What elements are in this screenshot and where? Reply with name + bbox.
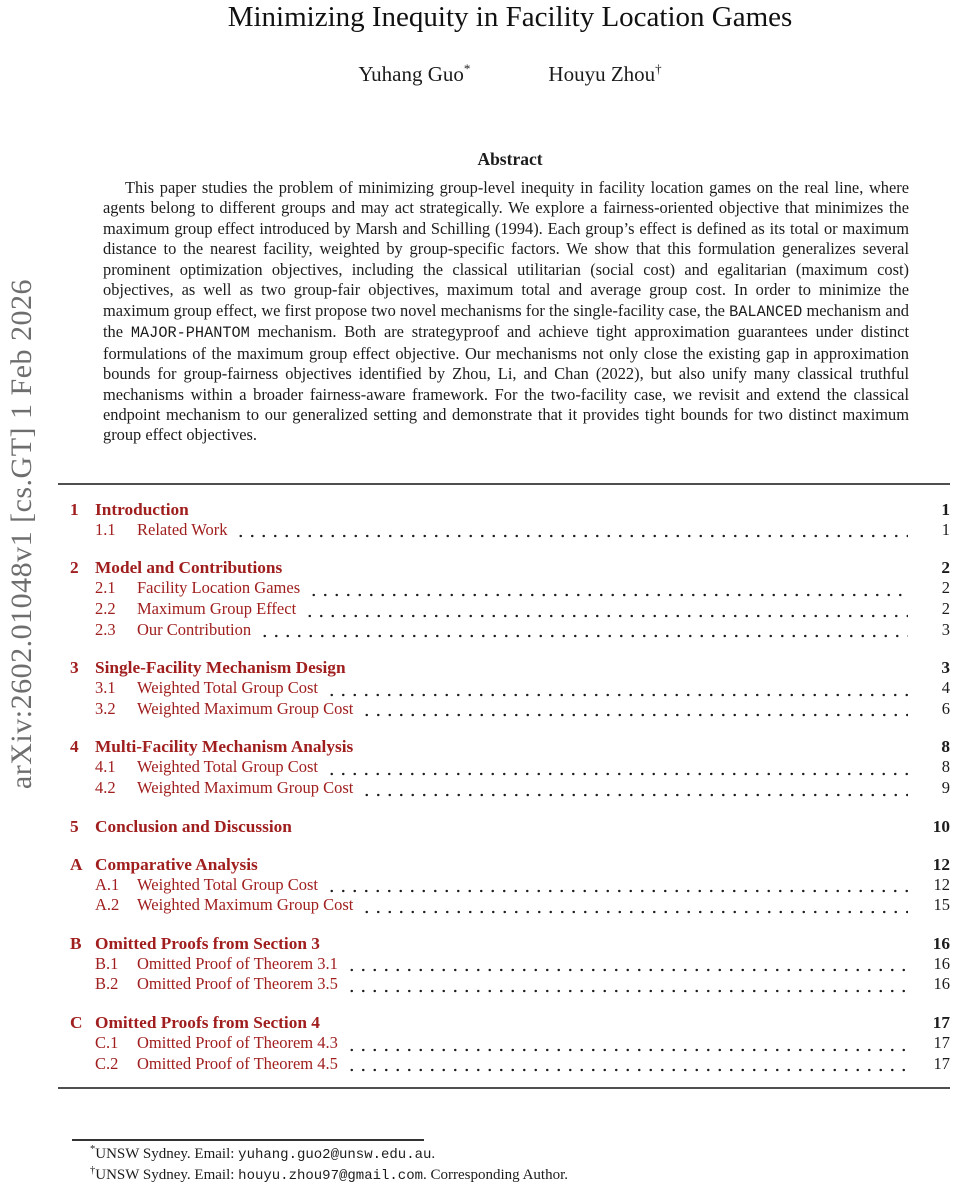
abstract-segment: mechanism and the [103,300,909,342]
toc-entry-subsection[interactable] [95,974,950,995]
toc-entry-subsection[interactable] [95,1033,950,1054]
toc-dot-leader [346,979,908,993]
toc-subsection-title: Facility Location Games [137,578,301,598]
toc-subsection-page: 1 [941,519,950,539]
footnote-email: houyu.zhou97@gmail.com [238,1167,424,1184]
author-name: Yuhang Guo [358,62,464,86]
author-footnote-mark: * [463,61,471,76]
toc-dot-leader [259,624,908,638]
toc-subsection-number: 2.3 [95,619,116,639]
toc-subsection-title: Weighted Maximum Group Cost [137,778,354,798]
footnote-list [70,1144,950,1186]
toc-section-page: 10 [932,816,950,836]
toc-subsection-page: 9 [941,778,950,798]
toc-subsection-number: 4.1 [95,757,116,777]
toc-dot-leader [346,958,908,972]
toc-entry-subsection[interactable] [95,578,950,599]
toc-subsection-number: 3.1 [95,678,116,698]
toc-subsection-title: Omitted Proof of Theorem 3.1 [137,953,338,973]
toc-dot-leader [235,524,908,538]
toc-subsection-title: Our Contribution [137,619,252,639]
toc-subsection-page: 4 [941,678,950,698]
toc-subsection-number: 4.2 [95,778,116,798]
toc-entry-subsection[interactable] [95,620,950,641]
toc-section-number: 4 [70,737,79,757]
toc-subsection-title: Weighted Total Group Cost [137,757,318,777]
toc-dot-leader [361,783,908,797]
toc-entry-section[interactable] [70,657,950,678]
toc-dot-leader [304,604,908,618]
toc-subsection-page: 2 [941,599,950,619]
toc-section-title: Comparative Analysis [95,854,258,874]
toc-section-page: 3 [941,658,950,678]
abstract-segment: mechanism. Both are strategyproof and achieve tight approximation guarantees under distinct formulations of the maximum group effect objective. Our mechanisms not only close the existing gap in approximation bounds for group-fairness objectives identified by Zhou, Li, and Chan (2022), but also unify many classical truthful mechanisms within a broader fairness-aware framework. For the two-facility case, we revisit and extend the classical endpoint mechanism to our generalized setting and demonstrate that it provides tight bounds for two distinct maximum group effect objectives. [103,322,909,445]
toc-subsection-page: 17 [933,1053,950,1073]
toc-dot-leader [308,583,908,597]
toc-subsection-title: Related Work [137,519,228,539]
toc-section-number: C [70,1013,83,1033]
horizontal-rule-top [58,483,950,485]
toc-section-page: 8 [941,737,950,757]
abstract-text [103,178,909,446]
footnote [70,1165,950,1186]
toc-entry-section[interactable] [70,816,950,837]
toc-entry-subsection[interactable] [95,1054,950,1075]
toc-subsection-number: A.2 [95,895,120,915]
toc-dot-leader [326,762,908,776]
footnote [70,1144,950,1165]
footnote-rule [72,1139,424,1141]
toc-entry-subsection[interactable] [95,678,950,699]
toc-subsection-title: Weighted Maximum Group Cost [137,895,354,915]
footnote-text: UNSW Sydney. Email: [95,1166,239,1183]
toc-section-title: Omitted Proofs from Section 3 [95,933,320,953]
author-name: Houyu Zhou [548,62,656,86]
toc-subsection-title: Maximum Group Effect [137,599,297,619]
toc-dot-leader [361,900,908,914]
author-list [70,61,950,87]
toc-section-page: 2 [941,558,950,578]
toc-dot-leader [346,1058,908,1072]
toc-subsection-page: 16 [933,974,950,994]
toc-dot-leader [326,683,908,697]
toc-subsection-title: Omitted Proof of Theorem 3.5 [137,974,338,994]
abstract-heading: Abstract [477,149,543,169]
mechanism-name: BALANCED [729,302,803,321]
toc-subsection-number: A.1 [95,874,120,894]
toc-section-page: 1 [941,499,950,519]
toc-subsection-number: C.1 [95,1033,119,1053]
toc-subsection-number: C.2 [95,1053,119,1073]
footnote-text: UNSW Sydney. Email: [95,1145,239,1162]
toc-entry-subsection[interactable] [95,599,950,620]
toc-subsection-number: B.2 [95,974,119,994]
toc-entry-subsection[interactable] [95,757,950,778]
author [358,61,470,87]
toc-section-number: 3 [70,658,79,678]
toc-entry-subsection[interactable] [95,699,950,720]
toc-subsection-title: Weighted Total Group Cost [137,874,318,894]
toc-subsection-page: 8 [941,757,950,777]
author [548,61,661,87]
toc-subsection-page: 16 [933,953,950,973]
footnote-email: yuhang.guo2@unsw.edu.au [238,1146,432,1163]
toc-section-number: 2 [70,558,79,578]
toc-dot-leader [346,1038,908,1052]
toc-entry-section[interactable] [70,854,950,875]
author-footnote-mark: † [655,61,662,76]
footnote-text: . Corresponding Author. [423,1166,569,1183]
toc-subsection-page: 17 [933,1033,950,1053]
toc-entry-section[interactable] [70,736,950,757]
toc-subsection-page: 2 [941,578,950,598]
toc-section-title: Model and Contributions [95,558,283,578]
toc-entry-section[interactable] [70,933,950,954]
toc-entry-subsection[interactable] [95,875,950,896]
toc-section-page: 12 [932,854,950,874]
toc-section-number: 1 [70,499,79,519]
toc-section-title: Conclusion and Discussion [95,816,292,836]
toc-subsection-page: 6 [941,698,950,718]
toc-subsection-number: 2.1 [95,578,116,598]
toc-subsection-page: 12 [933,874,950,894]
toc-subsection-title: Omitted Proof of Theorem 4.5 [137,1053,338,1073]
toc-entry-subsection[interactable] [95,895,950,916]
footnote-text: . [431,1145,436,1162]
toc-entry-subsection[interactable] [95,954,950,975]
toc-entry-subsection[interactable] [95,778,950,799]
horizontal-rule-bottom [58,1087,950,1089]
toc-dot-leader [326,879,908,893]
toc-section-number: 5 [70,816,79,836]
toc-section-title: Single-Facility Mechanism Design [95,658,346,678]
toc-subsection-number: 2.2 [95,599,116,619]
toc-entry-section[interactable] [70,499,950,520]
toc-subsection-page: 15 [933,895,950,915]
toc-subsection-title: Omitted Proof of Theorem 4.3 [137,1033,338,1053]
toc-section-number: A [70,854,83,874]
toc-section-number: B [70,933,82,953]
toc-subsection-number: 1.1 [95,519,116,539]
toc-subsection-page: 3 [941,619,950,639]
footnote-mark: * [90,1143,96,1155]
paper-content [70,0,950,1186]
toc-dot-leader [361,703,908,717]
abstract-segment: This paper studies the problem of minimizing group-level inequity in facility location games on the real line, where agents belong to different groups and may act strategically. We explore a fairness-oriented objective that minimizes the maximum group effect introduced by Marsh and Schilling (1994). Each group’s effect is defined as its total or maximum distance to the nearest facility, weighted by group-specific factors. We show that this formulation generalizes several prominent optimization objectives, including the classical utilitarian (social cost) and egalitarian (maximum cost) objectives, as well as two group-fair objectives, maximum total and average group cost. In order to minimize the maximum group effect, we first propose two novel mechanisms for the single-facility case, the [103,178,909,320]
page-title: Minimizing Inequity in Facility Location Games [227,1,793,33]
toc-entry-section[interactable] [70,1012,950,1033]
toc-subsection-title: Weighted Total Group Cost [137,678,318,698]
toc-entry-subsection[interactable] [95,520,950,541]
mechanism-name: MAJOR-PHANTOM [130,324,250,343]
toc-subsection-title: Weighted Maximum Group Cost [137,698,354,718]
toc-subsection-number: 3.2 [95,698,116,718]
toc-section-page: 17 [932,1013,950,1033]
toc-subsection-number: B.1 [95,953,119,973]
toc-entry-section[interactable] [70,557,950,578]
toc-section-title: Multi-Facility Mechanism Analysis [95,737,354,757]
table-of-contents [70,499,950,1074]
toc-section-page: 16 [932,933,950,953]
toc-section-title: Omitted Proofs from Section 4 [95,1013,320,1033]
arxiv-watermark: arXiv:2602.01048v1 [cs.GT] 1 Feb 2026 [5,278,38,790]
toc-section-title: Introduction [95,499,189,519]
footnote-mark: † [90,1164,96,1176]
